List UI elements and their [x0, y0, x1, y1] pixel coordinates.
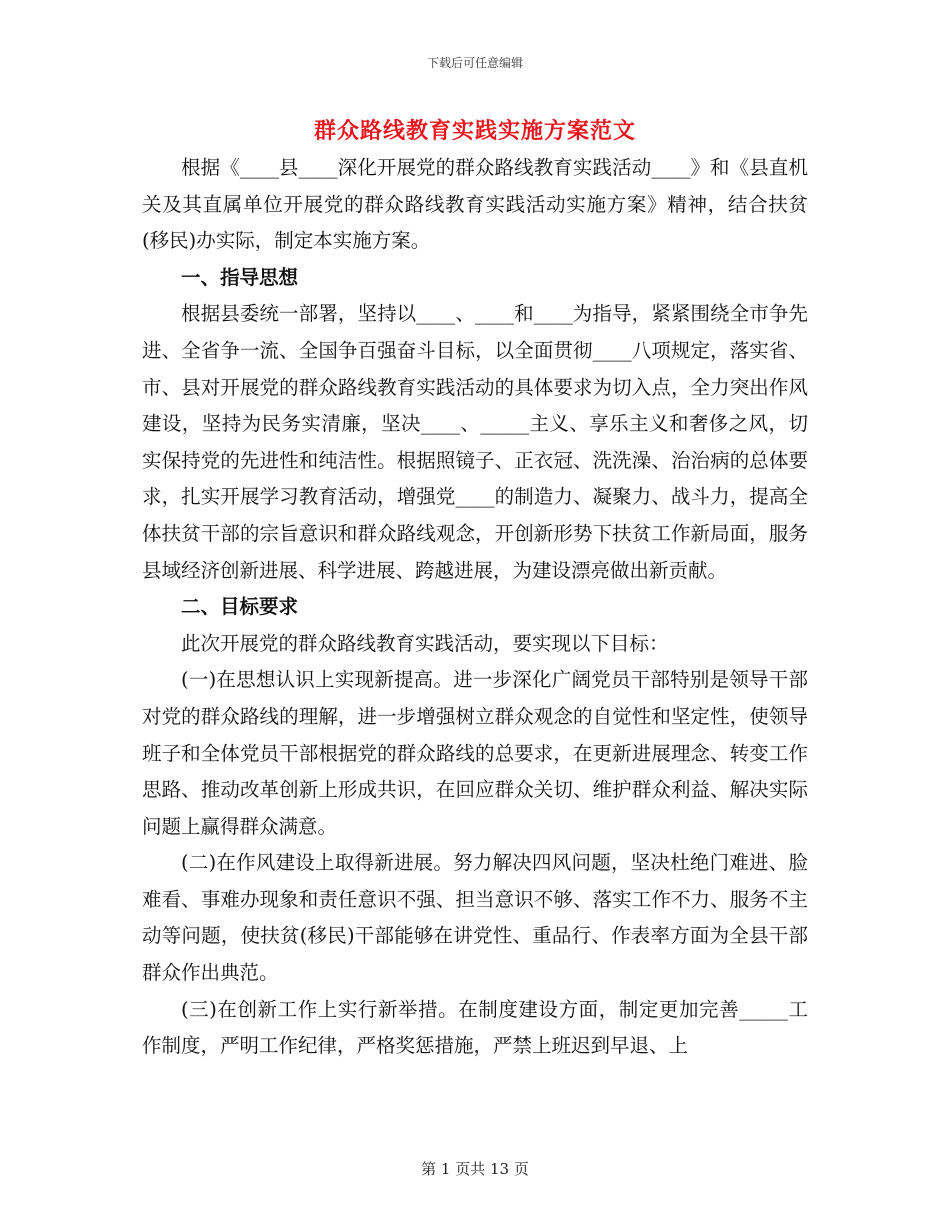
- section-heading-guiding-ideology: 一、指导思想: [181, 265, 299, 289]
- goal-2-paragraph: (二)在作风建设上取得新进展。努力解决四风问题，坚决杜绝门难进、脸难看、事难办现象和责任意识不强、担当意识不够、落实工作不力、服务不主动等问题，使扶贫(移民)干部能够在讲党性、重品行、作表率方面为全县干部群众作出典范。: [142, 851, 808, 985]
- page-header: 下载后可任意编辑: [426, 56, 523, 70]
- document-body: [142, 150, 808, 1065]
- guiding-ideology-paragraph: 根据县委统一部署，坚持以____、____和____为指导，紧紧围绕全市争先进、全省争一流、全国争百强奋斗目标，以全面贯彻____八项规定，落实省、市、县对开展党的群众路线教育实践活动的具体要求为切入点，全力突出作风建设，坚持为民务实清廉，坚决____、_____主义、享乐主义和奢侈之风，切实保持党的先进性和纯洁性。根据照镜子、正衣冠、洗洗澡、治治病的总体要求，扎实开展学习教育活动，增强党____的制造力、凝聚力、战斗力，提高全体扶贫干部的宗旨意识和群众路线观念，开创新形势下扶贫工作新局面，服务县域经济创新进展、科学进展、跨越进展，为建设漂亮做出新贡献。: [142, 302, 808, 582]
- goals-intro-paragraph: 此次开展党的群众路线教育实践活动，要实现以下目标：: [181, 631, 669, 655]
- goal-3-paragraph: (三)在创新工作上实行新举措。在制度建设方面，制定更加完善_____工作制度，严明工作纪律，严格奖惩措施，严禁上班迟到早退、上: [142, 997, 808, 1058]
- document-title: 群众路线教育实践实施方案范文: [313, 118, 636, 144]
- section-heading-goals: 二、目标要求: [181, 595, 299, 619]
- page-number: 第 1 页共 13 页: [421, 1160, 529, 1178]
- intro-paragraph: 根据《____县____深化开展党的群众路线教育实践活动____》和《县直机关及其直属单位开展党的群众路线教育实践活动实施方案》精神，结合扶贫(移民)办实际，制定本实施方案。: [142, 156, 808, 253]
- goal-1-paragraph: (一)在思想认识上实现新提高。进一步深化广阔党员干部特别是领导干部对党的群众路线的理解，进一步增强树立群众观念的自觉性和坚定性，使领导班子和全体党员干部根据党的群众路线的总要求，在更新进展理念、转变工作思路、推动改革创新上形成共识，在回应群众关切、维护群众利益、解决实际问题上赢得群众满意。: [142, 668, 808, 838]
